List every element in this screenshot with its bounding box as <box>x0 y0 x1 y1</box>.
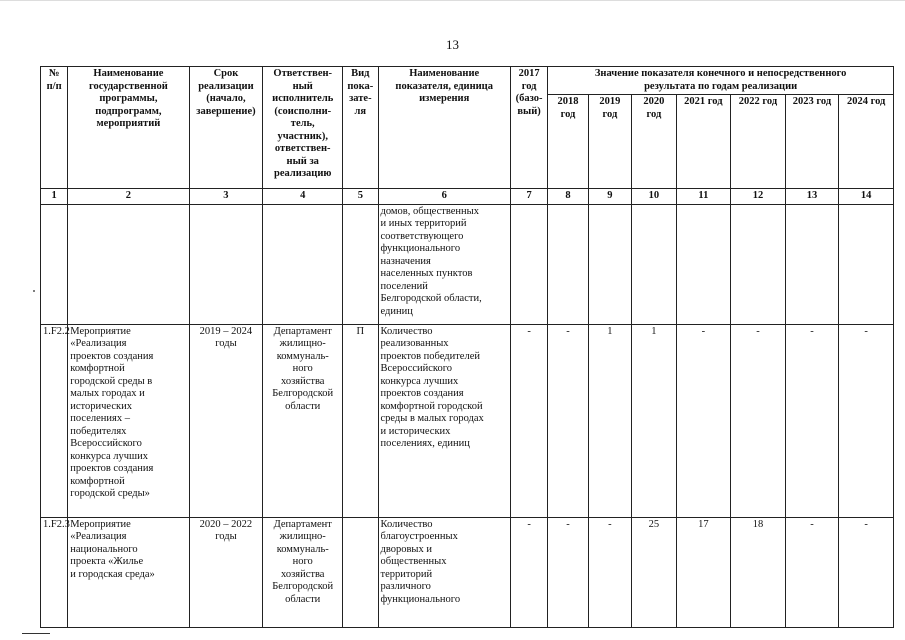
header-year-2022: 2022 год <box>731 95 786 189</box>
indicators-table <box>40 66 894 628</box>
header-indicator-name: Наименование показателя, единица измерения <box>378 67 510 189</box>
column-number-row <box>41 189 894 205</box>
page-top-edge <box>0 0 905 1</box>
row-value <box>548 204 588 324</box>
column-number: 12 <box>731 189 786 205</box>
column-number: 8 <box>548 189 588 205</box>
header-indicator-type: Вид пока- зате- ля <box>343 67 378 189</box>
row-value <box>839 204 894 324</box>
row-value: - <box>676 324 731 517</box>
row-value: - <box>510 517 547 627</box>
column-number: 4 <box>263 189 343 205</box>
row-value <box>632 204 676 324</box>
row-value: 25 <box>632 517 676 627</box>
row-value: 17 <box>676 517 731 627</box>
column-number: 11 <box>676 189 731 205</box>
column-number: 5 <box>343 189 378 205</box>
row-value: 1 <box>588 324 631 517</box>
header-number: № п/п <box>41 67 68 189</box>
row-type <box>343 517 378 627</box>
row-indicator: Количество благоустроенных дворовых и общественных территорий различного функционального <box>378 517 510 627</box>
row-value: - <box>839 517 894 627</box>
row-number <box>41 204 68 324</box>
row-type: П <box>343 324 378 517</box>
header-program-name: Наименование государственной программы, подпрограмм, мероприятий <box>68 67 189 189</box>
table-row <box>41 204 894 324</box>
row-value <box>785 204 839 324</box>
header-year-2024: 2024 год <box>839 95 894 189</box>
row-value: - <box>839 324 894 517</box>
row-number: 1.F2.2 <box>41 324 68 517</box>
row-name: Мероприятие «Реализация национального проекта «Жилье и городская среда» <box>68 517 189 627</box>
row-value: - <box>588 517 631 627</box>
row-value <box>588 204 631 324</box>
row-value: - <box>785 324 839 517</box>
row-value <box>676 204 731 324</box>
table-row <box>41 517 894 627</box>
row-responsible <box>263 204 343 324</box>
column-number: 10 <box>632 189 676 205</box>
header-year-2020: 2020 год <box>632 95 676 189</box>
column-number: 14 <box>839 189 894 205</box>
column-number: 9 <box>588 189 631 205</box>
header-year-2021: 2021 год <box>676 95 731 189</box>
row-number: 1.F2.3 <box>41 517 68 627</box>
header-responsible: Ответствен- ный исполнитель (соисполни- тель, участник), ответствен- ный за реализацию <box>263 67 343 189</box>
row-value <box>731 204 786 324</box>
row-value: - <box>785 517 839 627</box>
row-indicator: Количество реализованных проектов победителей Всероссийского конкурса лучших проектов создания комфортной городской среды в малых городах и исторических поселениях, единиц <box>378 324 510 517</box>
row-period <box>189 204 263 324</box>
header-year-2019: 2019 год <box>588 95 631 189</box>
column-number: 2 <box>68 189 189 205</box>
row-value: - <box>510 324 547 517</box>
row-name <box>68 204 189 324</box>
row-indicator: домов, общественных и иных территорий соответствующего функционального назначения населенных пунктов поселений Белгородской области, единиц <box>378 204 510 324</box>
row-name: Мероприятие «Реализация проектов создания комфортной городской среды в малых городах и исторических поселениях – победителях Всероссийского конкурса лучших проектов создания комфортной городской среды» <box>68 324 189 517</box>
scan-speck <box>33 290 35 292</box>
row-value: - <box>731 324 786 517</box>
column-number: 1 <box>41 189 68 205</box>
column-number: 3 <box>189 189 263 205</box>
page-number: 13 <box>446 37 459 52</box>
scan-edge-mark <box>22 633 50 634</box>
row-responsible: Департамент жилищно- коммуналь- ного хозяйства Белгородской области <box>263 517 343 627</box>
row-period: 2020 – 2022 годы <box>189 517 263 627</box>
row-value: 18 <box>731 517 786 627</box>
column-number: 7 <box>510 189 547 205</box>
row-value: - <box>548 517 588 627</box>
row-value: 1 <box>632 324 676 517</box>
column-number: 13 <box>785 189 839 205</box>
header-values-group: Значение показателя конечного и непосредственного результата по годам реализации <box>548 67 894 95</box>
row-value: - <box>548 324 588 517</box>
header-period: Срок реализации (начало, завершение) <box>189 67 263 189</box>
header-year-2018: 2018 год <box>548 95 588 189</box>
header-year-2023: 2023 год <box>785 95 839 189</box>
row-type <box>343 204 378 324</box>
row-period: 2019 – 2024 годы <box>189 324 263 517</box>
header-base-year: 2017 год (базо- вый) <box>510 67 547 189</box>
table-row <box>41 324 894 517</box>
row-responsible: Департамент жилищно- коммуналь- ного хозяйства Белгородской области <box>263 324 343 517</box>
column-number: 6 <box>378 189 510 205</box>
row-value <box>510 204 547 324</box>
